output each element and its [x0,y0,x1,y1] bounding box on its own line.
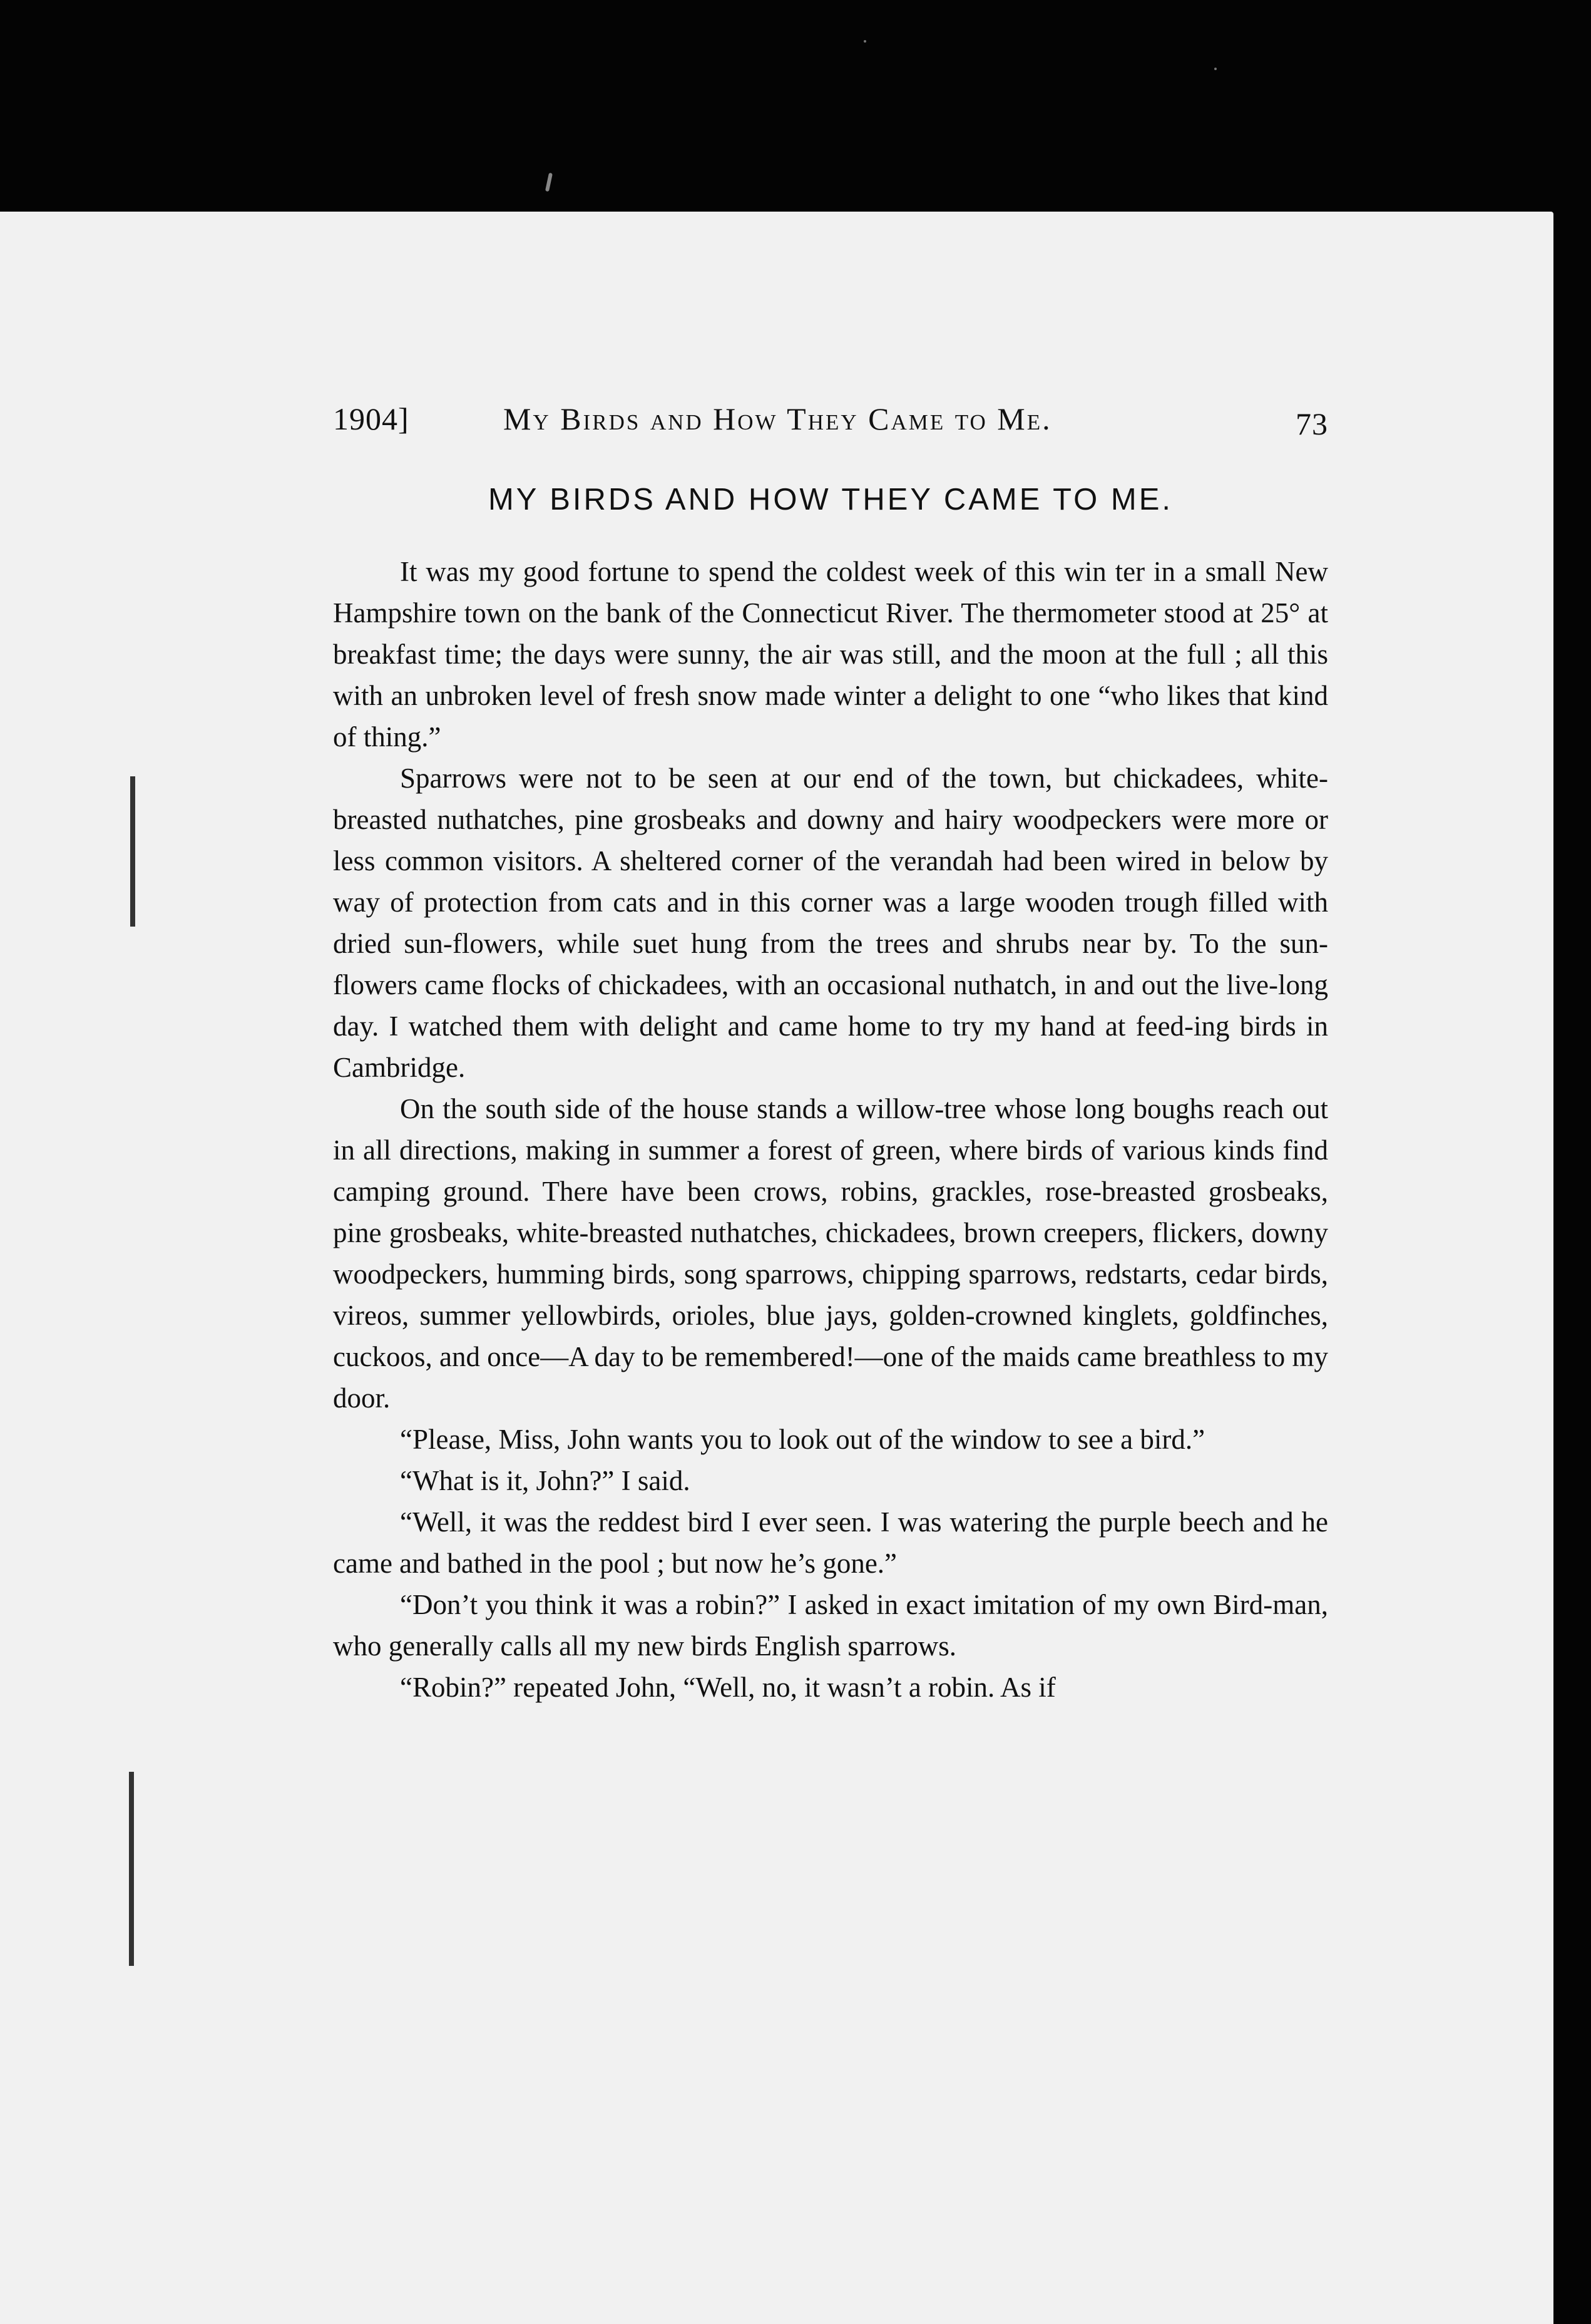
scan-dust-speck [1214,68,1217,70]
paragraph: “Robin?” repeated John, “Well, no, it wasn’t a robin. As if [400,1672,1056,1703]
paragraph: “Please, Miss, John wants you to look out of the window to see a bird.” [400,1424,1205,1455]
page-number: 73 [1296,406,1328,441]
header-running-title: My Birds and How They Came to Me. [503,401,1052,436]
paragraph: “Don’t you think it was a robin?” I asked in exact imitation of my own Bird-man, who generally calls all my new birds English sparrows. [333,1589,1328,1662]
paragraph: Sparrows were not to be seen at our end of the town, but chickadees, white-breasted nuthatches, pine grosbeaks and downy and hairy woodpeckers were more or less common visitors. A sheltered corner of the verandah had been wired in below by way of protection from cats and in this corner was a large wooden trough filled with dried sun-flowers, while suet hung from the trees and shrubs near by. To the sun-flowers came flocks of chickadees, with an occasional nuthatch, in and out the live-long day. I watched them with delight and came home to try my hand at feed-ing birds in Cambridge. [333,763,1328,1083]
article-body [333,551,1328,1708]
article-title: MY BIRDS AND HOW THEY CAME TO ME. [488,483,1174,517]
margin-binding-mark [129,1772,134,1966]
paragraph: “What is it, John?” I said. [400,1465,690,1496]
margin-binding-mark [130,776,135,927]
paragraph: “Well, it was the reddest bird I ever seen. I was watering the purple beech and he came and bathed in the pool ; but now he’s gone.” [333,1506,1328,1579]
paragraph: On the south side of the house stands a willow-tree whose long boughs reach out in all directions, making in summer a forest of green, where birds of various kinds find camping ground. There have been crows, robins, grackles, rose-breasted grosbeaks, pine grosbeaks, white-breasted nuthatches, chickadees, brown creepers, flickers, downy woodpeckers, humming birds, song sparrows, chipping sparrows, redstarts, cedar birds, vireos, summer yellowbirds, orioles, blue jays, golden-crowned kinglets, goldfinches, cuckoos, and once—A day to be remembered!—one of the maids came breathless to my door. [333,1093,1328,1414]
paragraph: It was my good fortune to spend the coldest week of this win ter in a small New Hampshire town on the bank of the Connecticut River. The thermometer stood at 25° at breakfast time; the days were sunny, the air was still, and the moon at the full ; all this with an unbroken level of fresh snow made winter a delight to one “who likes that kind of thing.” [333,556,1328,753]
running-header [333,401,1328,445]
header-year: 1904] [333,401,409,436]
scan-dust-speck [864,40,866,43]
